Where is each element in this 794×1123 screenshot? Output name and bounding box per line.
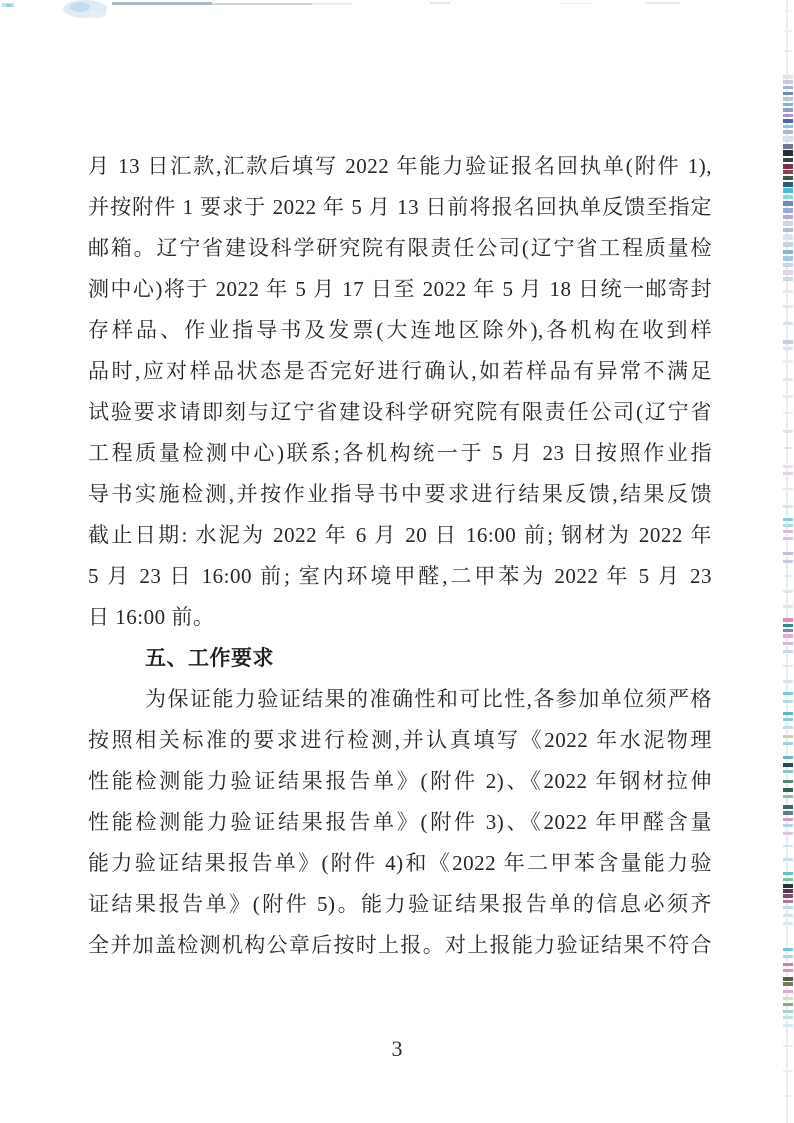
document-body — [88, 146, 712, 966]
text-line: 按照相关标准的要求进行检测,并认真填写《2022 年水泥物理 — [88, 728, 712, 752]
text-line: 品时,应对样品状态是否完好进行确认,如若样品有异常不满足 — [88, 359, 712, 383]
text-line: 性能检测能力验证结果报告单》(附件 3)、《2022 年甲醛含量 — [88, 810, 712, 834]
text-line: 存样品、作业指导书及发票(大连地区除外),各机构在收到样 — [88, 318, 712, 342]
text-line: 月 13 日汇款,汇款后填写 2022 年能力验证报名回执单(附件 1), — [88, 154, 713, 178]
text-line: 截止日期: 水泥为 2022 年 6 月 20 日 16:00 前; 钢材为 2022 年 — [88, 523, 712, 547]
page-number: 3 — [391, 1036, 403, 1061]
text-line: 全并加盖检测机构公章后按时上报。对上报能力验证结果不符合 — [88, 933, 712, 957]
text-line: 邮箱。辽宁省建设科学研究院有限责任公司(辽宁省工程质量检 — [88, 236, 712, 260]
text-line: 为保证能力验证结果的准确性和可比性,各参加单位须严格 — [145, 687, 712, 711]
text-line: 性能检测能力验证结果报告单》(附件 2)、《2022 年钢材拉伸 — [88, 769, 712, 793]
scan-artifact-noise-strip — [782, 0, 793, 1123]
section-heading: 五、工作要求 — [145, 646, 274, 670]
text-line: 导书实施检测,并按作业指导书中要求进行结果反馈,结果反馈 — [88, 482, 712, 506]
text-line: 日 16:00 前。 — [88, 605, 215, 629]
text-line: 5 月 23 日 16:00 前; 室内环境甲醛,二甲苯为 2022 年 5 月 23 — [88, 564, 712, 588]
text-line: 工程质量检测中心)联系;各机构统一于 5 月 23 日按照作业指 — [88, 441, 712, 465]
scan-artifact-top — [0, 0, 794, 30]
text-line: 证结果报告单》(附件 5)。能力验证结果报告单的信息必须齐 — [88, 892, 712, 916]
text-line: 测中心)将于 2022 年 5 月 17 日至 2022 年 5 月 18 日统一邮寄封 — [88, 277, 712, 301]
text-line: 能力验证结果报告单》(附件 4)和《2022 年二甲苯含量能力验 — [88, 851, 712, 875]
text-line: 试验要求请即刻与辽宁省建设科学研究院有限责任公司(辽宁省 — [88, 400, 712, 424]
text-line: 并按附件 1 要求于 2022 年 5 月 13 日前将报名回执单反馈至指定 — [88, 195, 712, 219]
